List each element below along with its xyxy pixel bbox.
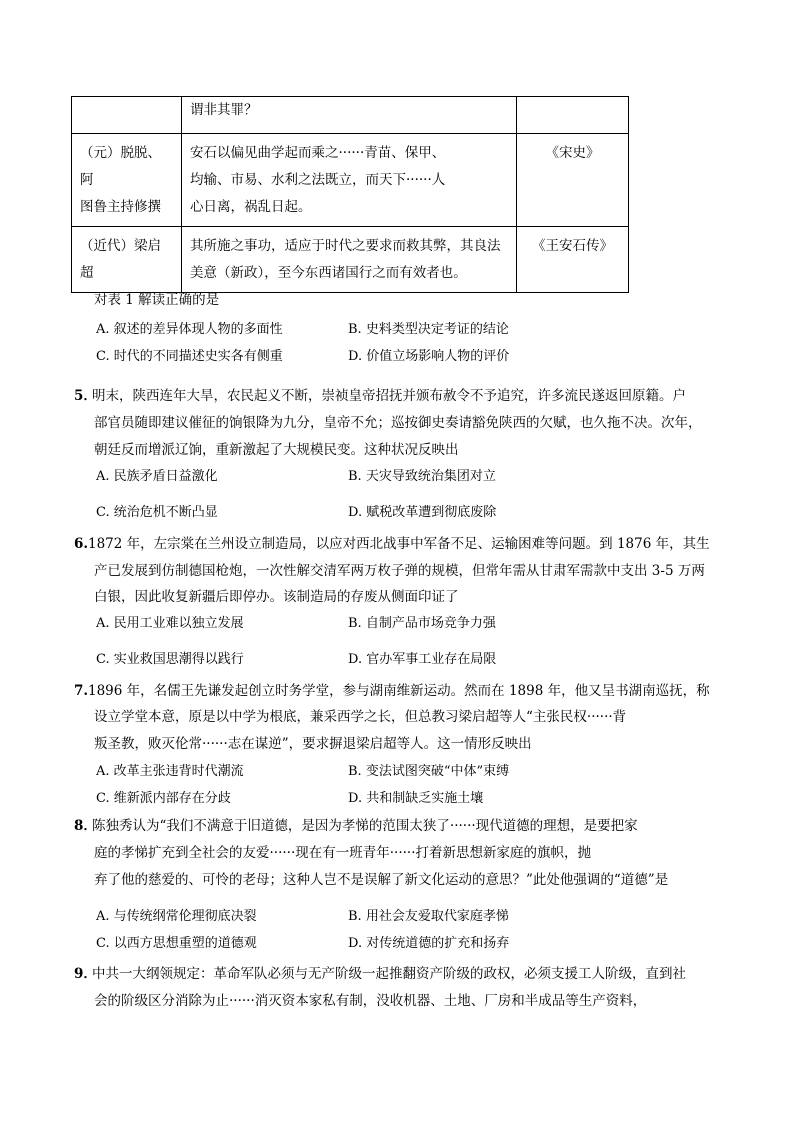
q5-option-d[interactable]: D. 赋税改革遭到彻底废除: [348, 505, 497, 520]
q6-number: 6.: [74, 536, 89, 552]
cell-line: 安石以偏见曲学起而乘之······青苗、保甲、: [190, 145, 446, 161]
q7-line: 1896 年，名儒王先谦发起创立时务学堂，参与湖南维新运动。然而在 1898 年，他又呈书湖南巡抚，称: [88, 683, 710, 699]
q9-number: 9．: [74, 966, 97, 982]
q6-option-c[interactable]: C. 实业救国思潮得以践行: [96, 652, 244, 667]
table-cell-author: [72, 134, 182, 227]
q4-option-a[interactable]: A. 叙述的差异体现人物的多面性: [96, 322, 283, 337]
q7-line: 叛圣教，败灭伦常······志在谋逆”，要求摒退梁启超等人。这一情形反映出: [94, 736, 532, 752]
q5-number: 5．: [74, 388, 97, 404]
cell-line: 心日离，祸乱日起。: [190, 199, 312, 215]
q7-option-b[interactable]: B. 变法试图突破“中体”束缚: [348, 764, 510, 779]
q6-line: 产已发展到仿制德国枪炮，一次性解交清军两万枚子弹的规模，但常年需从甘肃军需款中支出 3-5 万两: [94, 563, 705, 579]
q5-option-a[interactable]: A. 民族矛盾日益激化: [96, 469, 218, 484]
q6-line: 1872 年，左宗棠在兰州设立制造局，以应对西北战事中军备不足、运输困难等问题。到 1876 年，其生: [88, 536, 710, 552]
table-cell-text: [182, 134, 517, 227]
q6-option-d[interactable]: D. 官办军事工业存在局限: [348, 652, 497, 667]
q4-stem: 对表 1 解读正确的是: [94, 292, 220, 308]
table-cell-author: [72, 97, 182, 134]
table-cell-text: [182, 227, 517, 293]
q6-option-a[interactable]: A. 民用工业难以独立发展: [96, 616, 244, 631]
q5-option-c[interactable]: C. 统治危机不断凸显: [96, 505, 218, 520]
q8-line: 弃了他的慈爱的、可怜的老母；这种人岂不是误解了新文化运动的意思？”此处他强调的“道德”是: [94, 872, 669, 888]
cell-line: 图鲁主持修撰: [80, 199, 161, 215]
cell-line: 美意（新政），至今东西诸国行之而有效者也。: [190, 265, 467, 281]
cell-line: 其所施之事功，适应于时代之要求而救其弊，其良法: [190, 238, 501, 254]
cell-line: 均输、市易、水利之法既立，而天下······人: [190, 172, 446, 188]
q9-line: 中共一大纲领规定：革命军队必须与无产阶级一起推翻资产阶级的政权，必须支援工人阶级，直到社: [92, 966, 686, 982]
table-cell-source: 《宋史》: [517, 134, 629, 227]
table-cell-source: 《王安石传》: [517, 227, 629, 293]
table-cell-text: 谓非其罪？: [182, 97, 517, 134]
q6-option-b[interactable]: B. 自制产品市场竞争力强: [348, 616, 496, 631]
q7-option-a[interactable]: A. 改革主张违背时代潮流: [96, 764, 244, 779]
q8-option-d[interactable]: D. 对传统道德的扩充和扬弃: [348, 936, 510, 951]
q8-number: 8．: [74, 818, 97, 834]
q7-line: 设立学堂本意，原是以中学为根底，兼采西学之长，但总教习梁启超等人“主张民权······背: [94, 709, 627, 725]
q4-option-c[interactable]: C. 时代的不同描述史实各有侧重: [96, 349, 283, 364]
cell-line: （元）脱脱、阿: [80, 145, 161, 188]
q8-option-b[interactable]: B. 用社会友爱取代家庭孝悌: [348, 909, 509, 924]
q7-option-c[interactable]: C. 维新派内部存在分歧: [96, 791, 231, 806]
table-row: [72, 227, 629, 293]
q7-number: 7.: [74, 683, 89, 699]
table-row: [72, 97, 629, 134]
q4-option-d[interactable]: D. 价值立场影响人物的评价: [348, 349, 510, 364]
q8-line: 陈独秀认为“我们不满意于旧道德，是因为孝悌的范围太狭了······现代道德的理想，是要把家: [92, 818, 638, 834]
q8-option-c[interactable]: C. 以西方思想重塑的道德观: [96, 936, 257, 951]
q5-option-b[interactable]: B. 天灾导致统治集团对立: [348, 469, 496, 484]
q8-line: 庭的孝悌扩充到全社会的友爱······现在有一班青年······打着新思想新家庭的旗帜，抛: [94, 845, 591, 861]
q5-line: 部官员随即建议催征的饷银降为九分，皇帝不允；巡按御史奏请豁免陕西的欠赋，也久拖不决。次年，: [94, 415, 702, 431]
table-cell-source: [517, 97, 629, 134]
table-row: [72, 134, 629, 227]
q7-option-d[interactable]: D. 共和制缺乏实施土壤: [348, 791, 484, 806]
q9-line: 会的阶级区分消除为止······消灭资本家私有制，没收机器、土地、厂房和半成品等生产资料，: [94, 993, 647, 1009]
table-cell-author: （近代）梁启超: [72, 227, 182, 293]
source-table: [71, 96, 629, 293]
q8-option-a[interactable]: A. 与传统纲常伦理彻底决裂: [96, 909, 257, 924]
q5-line: 朝廷反而增派辽饷，重新激起了大规模民变。这种状况反映出: [94, 442, 459, 458]
q6-line: 白银，因此收复新疆后即停办。该制造局的存废从侧面印证了: [94, 589, 459, 605]
q5-line: 明末，陕西连年大旱，农民起义不断，崇祯皇帝招抚并颁布赦令不予追究，许多流民遂返回原籍。户: [92, 388, 686, 404]
q4-option-b[interactable]: B. 史料类型决定考证的结论: [348, 322, 509, 337]
